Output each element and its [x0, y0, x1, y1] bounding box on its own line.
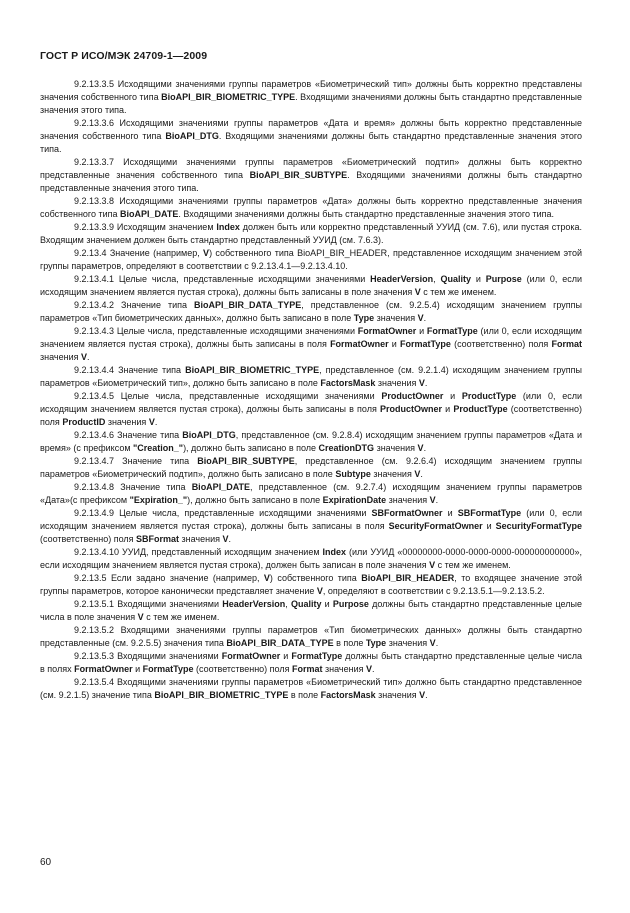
term: SBFormat	[136, 534, 180, 544]
text-run: .	[372, 664, 375, 674]
text-run: . Входящими значениями должны быть стандартно представленные значения этого типа.	[40, 170, 582, 193]
text-run: .	[425, 690, 428, 700]
term: FormatOwner	[221, 651, 281, 661]
term: FactorsMask	[320, 690, 376, 700]
term: V	[417, 443, 424, 453]
paragraph	[40, 676, 582, 702]
text-run: 9.2.13.4.10 УУИД, представленный исходящим значением	[74, 547, 323, 557]
paragraph	[40, 624, 582, 650]
text-run: значения	[375, 690, 420, 700]
term: BioAPI_DTG	[182, 430, 236, 440]
text-run: и	[388, 339, 401, 349]
text-run: .	[423, 313, 427, 323]
term: Purpose	[485, 274, 522, 284]
term: FormatOwner	[330, 339, 389, 349]
paragraph	[40, 78, 582, 117]
text-run: должны быть стандартно представленные целые числа в поле значения	[40, 599, 582, 622]
term: BioAPI_BIR_DATA_TYPE	[226, 638, 334, 648]
text-run: .	[435, 495, 439, 505]
text-run: и	[442, 404, 454, 414]
term: BioAPI_BIR_HEADER	[361, 573, 455, 583]
paragraph	[40, 247, 582, 273]
term: V	[429, 560, 436, 570]
paragraph	[40, 481, 582, 507]
term: V	[80, 352, 87, 362]
text-run: значения	[374, 313, 418, 323]
text-run: в поле	[288, 690, 321, 700]
text-run: значения	[105, 417, 149, 427]
text-run: .	[420, 469, 423, 479]
term: FormatOwner	[74, 664, 133, 674]
text-run: и	[416, 326, 427, 336]
term: V	[429, 638, 436, 648]
term: SBFormatType	[457, 508, 522, 518]
text-run: .	[424, 378, 428, 388]
text-run: 9.2.13.5.1 Входящими значениями	[74, 599, 223, 609]
term: V	[203, 248, 210, 258]
text-run: 9.2.13.3.6 Исходящими значениями группы параметров «Дата и время» должны быть корректно представленные значения собственного типа	[40, 118, 582, 141]
term: V	[148, 417, 155, 427]
text-run: (или 0, если исходящим значением является пустая строка), должны быть записаны в поле значения	[40, 274, 582, 297]
term: HeaderVersion	[222, 599, 286, 609]
term: FactorsMask	[320, 378, 376, 388]
text-run: 9.2.13.4.7 Значение типа	[74, 456, 198, 466]
paragraph	[40, 364, 582, 390]
term: V	[429, 495, 436, 505]
term: ProductType	[453, 404, 508, 414]
term: Format	[291, 664, 323, 674]
term: BioAPI_DATE	[120, 209, 179, 219]
text-run: с тем же именем.	[420, 287, 497, 297]
text-run: 9.2.13.4.1 Целые числа, представленные исходящими значениями	[74, 274, 371, 284]
term: Subtype	[335, 469, 371, 479]
text-run: 9.2.13.5.4 Входящими значениями группы параметров «Биометрический тип» должно быть стандартно представленное (см. 9.2.1.5) значение типа	[40, 677, 582, 700]
text-run: и	[280, 651, 292, 661]
text-run: значения	[386, 495, 430, 505]
text-run: с тем же именем.	[435, 560, 511, 570]
text-run: (соответственно) поля	[40, 534, 136, 544]
term: CreationDTG	[318, 443, 375, 453]
term: V	[417, 313, 424, 323]
text-run: 9.2.13.4.6 Значение типа	[74, 430, 183, 440]
term: Index	[216, 222, 240, 232]
term: BioAPI_BIR_BIOMETRIC_TYPE	[161, 92, 296, 102]
term: ExpirationDate	[322, 495, 387, 505]
term: BioAPI_BIR_BIOMETRIC_TYPE	[185, 365, 320, 375]
term: ProductID	[62, 417, 106, 427]
text-run: ,	[433, 274, 441, 284]
text-run: .	[435, 638, 439, 648]
text-run: и	[132, 664, 143, 674]
term: FormatOwner	[357, 326, 417, 336]
text-run: (соответственно) поля	[450, 339, 552, 349]
term: Quality	[290, 599, 322, 609]
paragraph	[40, 117, 582, 156]
term: V	[222, 534, 229, 544]
term: Index	[322, 547, 347, 557]
paragraph	[40, 429, 582, 455]
text-run: , представленное (см. 9.2.7.4) исходящим значением группы параметров «Дата»(с префиксом	[40, 482, 582, 505]
paragraph	[40, 650, 582, 676]
text-run: 9.2.13.4.3 Целые числа, представленные исходящими значениями	[74, 326, 358, 336]
term: V	[263, 573, 270, 583]
text-run: , то входящее значение этой группы параметров, которое канонически представляет значение	[40, 573, 582, 596]
text-run: 9.2.13.4.8 Значение типа	[74, 482, 192, 492]
text-run: , представленное (см. 9.2.8.4) исходящим значением группы параметров «Дата и время» (с префиксом	[40, 430, 582, 453]
paragraph	[40, 546, 582, 572]
text-run: с тем же именем.	[143, 612, 220, 622]
text-run: и	[443, 391, 462, 401]
text-run: , представленное (см. 9.2.5.4) исходящим значением группы параметров «Тип биометрических данных», должно быть записано в поле	[40, 300, 582, 323]
text-run: (или УУИД «00000000-0000-0000-0000-000000000000», если исходящим значением является пустая строка), должен быть записан в поле значения	[40, 547, 582, 570]
text-run: 9.2.13.4.5 Целые числа, представленные исходящими значениями	[74, 391, 382, 401]
text-run: 9.2.13.4.2 Значение типа	[74, 300, 195, 310]
text-run: значения	[322, 664, 366, 674]
text-run: значения	[40, 352, 81, 362]
paragraph	[40, 299, 582, 325]
text-run: .	[87, 352, 90, 362]
text-run: , представленное (см. 9.2.6.4) исходящим значением группы параметров «Биометрический подтип», должно быть записано в поле	[40, 456, 582, 479]
text-run: значения	[370, 469, 415, 479]
term: SecurityFormatType	[495, 521, 582, 531]
text-run: должны быть стандартно представленные целые числа в полях	[40, 651, 583, 674]
paragraph	[40, 598, 582, 624]
text-run: 9.2.13.5.2 Входящими значениями группы параметров «Тип биометрических данных» должны быть стандартно представленные (см. 9.2.5.5) значения типа	[40, 625, 582, 648]
term: V	[137, 612, 144, 622]
term: V	[316, 586, 323, 596]
paragraph	[40, 390, 582, 429]
text-run: и	[442, 508, 458, 518]
term: Purpose	[332, 599, 369, 609]
term: Format	[551, 339, 583, 349]
text-run: значения	[374, 443, 418, 453]
text-run: . Входящими значениями должны быть стандартно представленные значения этого типа.	[40, 92, 582, 115]
text-run: .	[423, 443, 427, 453]
text-run: 9.2.13.3.9 Исходящим значением	[74, 222, 217, 232]
term: ProductType	[461, 391, 517, 401]
text-run: 9.2.13.4.9 Целые числа, представленные исходящими значениями	[74, 508, 372, 518]
text-run: (или 0, если исходящим значением является пустая строка), должны быть записаны в поля	[40, 391, 582, 414]
text-run: ,	[285, 599, 291, 609]
paragraph	[40, 195, 582, 221]
text-run: ), должно быть записано в поле	[183, 443, 319, 453]
text-run: значения	[386, 638, 430, 648]
text-run: и	[321, 599, 333, 609]
text-run: .	[154, 417, 158, 427]
term: BioAPI_BIR_SUBTYPE	[197, 456, 295, 466]
text-run: (соответственно) поля	[40, 404, 582, 427]
term: ProductOwner	[380, 404, 443, 414]
term: BioAPI_BIR_DATA_TYPE	[194, 300, 302, 310]
term: V	[418, 378, 425, 388]
term: BioAPI_DTG	[165, 131, 219, 141]
term: FormatType	[291, 651, 343, 661]
text-run: значения	[179, 534, 223, 544]
text-run: ) собственного типа BioAPI_BIR_HEADER, представленное исходящим значением этой группы параметров, определяют в соответствии с 9.2.13.4.1—9.2.13.4.10.	[40, 248, 582, 271]
text-run: 9.2.13.4.4 Значение типа	[74, 365, 186, 375]
text-run: 9.2.13.5 Если задано значение (например,	[74, 573, 264, 583]
term: HeaderVersion	[370, 274, 434, 284]
term: Type	[353, 313, 375, 323]
term: Quality	[440, 274, 472, 284]
text-run: , определяют в соответствии с 9.2.13.5.1—9.2.13.5.2.	[322, 586, 545, 596]
text-run: , представленное (см. 9.2.1.4) исходящим значением группы параметров «Биометрический тип», должно быть записано в поле	[40, 365, 582, 388]
term: "Creation_"	[133, 443, 184, 453]
text-run: 9.2.13.3.5 Исходящими значениями группы параметров «Биометрический тип» должны быть корректно представлены значения собственного типа	[40, 79, 582, 102]
text-run: ) собственного типа	[269, 573, 362, 583]
term: SBFormatOwner	[371, 508, 443, 518]
text-run: 9.2.13.3.7 Исходящими значениями группы параметров «Биометрический подтип» должны быть корректно представленные значения собственного типа	[40, 157, 582, 180]
term: ProductOwner	[381, 391, 444, 401]
paragraph	[40, 221, 582, 247]
term: V	[419, 690, 426, 700]
term: FormatType	[400, 339, 451, 349]
text-run: 9.2.13.3.8 Исходящими значениями группы параметров «Дата» должны быть корректно представленные значения собственного типа	[40, 196, 582, 219]
text-run: 9.2.13.5.3 Входящими значениями	[74, 651, 222, 661]
document-header: ГОСТ Р ИСО/МЭК 24709-1—2009	[40, 50, 208, 62]
paragraph	[40, 156, 582, 195]
term: BioAPI_BIR_BIOMETRIC_TYPE	[154, 690, 289, 700]
text-run: (или 0, если исходящим значением является пустая строка), должны быть записаны в поля	[40, 508, 582, 531]
term: FormatType	[142, 664, 194, 674]
text-run: ), должно быть записано в поле	[187, 495, 323, 505]
text-run: и	[471, 274, 486, 284]
text-run: (или 0, если исходящим значением является пустая строка), должны быть записаны в поля	[40, 326, 582, 349]
text-run: 9.2.13.4 Значение (например,	[74, 248, 204, 258]
text-run: (соответственно) поля	[193, 664, 292, 674]
paragraph	[40, 273, 582, 299]
term: Type	[365, 638, 387, 648]
document-body	[40, 78, 582, 702]
paragraph	[40, 572, 582, 598]
term: V	[414, 469, 421, 479]
term: V	[365, 664, 372, 674]
paragraph	[40, 325, 582, 364]
term: V	[414, 287, 421, 297]
term: FormatType	[426, 326, 478, 336]
text-run: значения	[375, 378, 419, 388]
term: "Expiration_"	[129, 495, 188, 505]
text-run: . Входящими значениями должны быть стандартно представленные значения этого типа.	[178, 209, 555, 219]
page-number: 60	[40, 857, 52, 868]
term: BioAPI_DATE	[191, 482, 251, 492]
term: BioAPI_BIR_SUBTYPE	[249, 170, 348, 180]
text-run: . Входящими значениями должны быть стандартно представленные значения этого типа.	[40, 131, 582, 154]
text-run: в поле	[333, 638, 366, 648]
text-run: .	[228, 534, 232, 544]
paragraph	[40, 455, 582, 481]
text-run: и	[482, 521, 496, 531]
paragraph	[40, 507, 582, 546]
text-run: должен быть или корректно представленный УУИД (см. 7.6), или пустая строка. Входящим значением должен быть стандартно представленный УУИД (см. 7.6.3).	[40, 222, 582, 245]
term: SecurityFormatOwner	[388, 521, 483, 531]
